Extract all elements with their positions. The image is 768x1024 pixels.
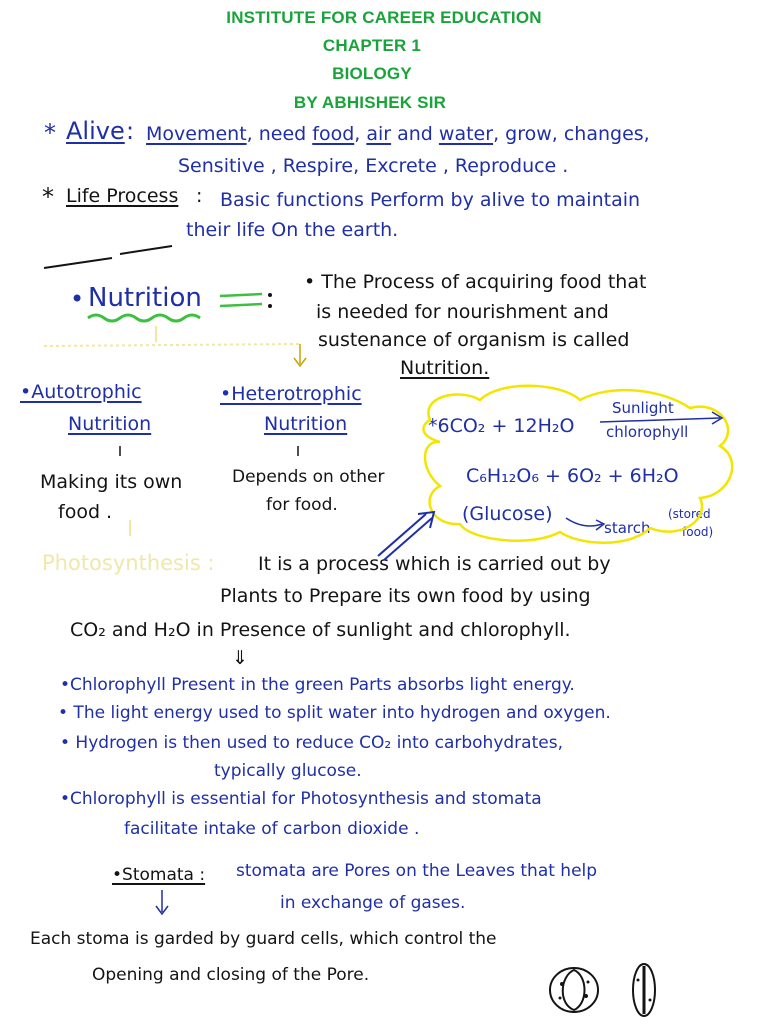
photosynthesis-arrow: ⇓ bbox=[232, 647, 248, 669]
alive-word-food: food bbox=[312, 123, 355, 145]
equation-starch: starch bbox=[604, 519, 651, 537]
nutrition-def-1: • The Process of acquiring food that bbox=[304, 271, 647, 293]
alive-comma: , bbox=[354, 123, 361, 145]
header-line-3: BIOLOGY bbox=[332, 64, 412, 83]
point-3: • Hydrogen is then used to reduce CO₂ into carbohydrates, bbox=[60, 733, 563, 753]
point-3-cont: typically glucose. bbox=[214, 761, 362, 781]
alive-word-air: air bbox=[366, 123, 392, 145]
pointer-arrow bbox=[384, 518, 432, 560]
nutrition-dot-2 bbox=[268, 304, 272, 308]
life-process-line-2: their life On the earth. bbox=[186, 219, 399, 241]
stomata-term: •Stomata : bbox=[112, 865, 206, 885]
header-line-1: INSTITUTE FOR CAREER EDUCATION bbox=[226, 8, 542, 27]
autotrophic-title-1: •Autotrophic bbox=[20, 381, 142, 403]
point-4-cont: facilitate intake of carbon dioxide . bbox=[124, 819, 420, 839]
equation-below-arrow: chlorophyll bbox=[606, 423, 689, 441]
equation-cloud bbox=[423, 386, 732, 543]
autotrophic-title-2: Nutrition bbox=[68, 413, 152, 435]
point-4: •Chlorophyll is essential for Photosynthesis and stomata bbox=[60, 789, 542, 809]
alive-bullet: * bbox=[44, 119, 56, 147]
stoma-open-drawing bbox=[550, 968, 598, 1012]
alive-word-and: and bbox=[397, 123, 433, 145]
alive-sep: : bbox=[126, 117, 135, 145]
reaction-arrow bbox=[600, 418, 720, 422]
photosynthesis-term: Photosynthesis : bbox=[42, 551, 215, 575]
point-2: • The light energy used to split water into hydrogen and oxygen. bbox=[58, 703, 611, 723]
header-line-4: BY ABHISHEK SIR bbox=[293, 93, 447, 112]
photosynthesis-line-3: CO₂ and H₂O in Presence of sunlight and chlorophyll. bbox=[70, 619, 571, 641]
branch-horizontal bbox=[44, 344, 300, 346]
alive-word-rest: , grow, changes, bbox=[493, 123, 650, 145]
heterotrophic-title-2: Nutrition bbox=[264, 413, 348, 435]
equation-stored-1: (stored bbox=[668, 507, 711, 521]
equation-reactants: *6CO₂ + 12H₂O bbox=[428, 415, 575, 437]
autotrophic-desc-1: Making its own bbox=[40, 471, 183, 493]
life-process-term: Life Process bbox=[66, 185, 179, 207]
heterotrophic-desc-1: Depends on other bbox=[232, 467, 385, 487]
life-process-sep: : bbox=[196, 185, 203, 207]
alive-term: Alive bbox=[66, 117, 125, 145]
stroke-line-2 bbox=[120, 246, 172, 254]
equation-glucose: (Glucose) bbox=[462, 503, 553, 525]
nutrition-term: Nutrition bbox=[88, 283, 202, 313]
photosynthesis-line-2: Plants to Prepare its own food by using bbox=[220, 585, 591, 607]
alive-line-2: Sensitive , Respire, Excrete , Reproduce . bbox=[178, 155, 569, 177]
stroke-line-1 bbox=[44, 258, 112, 268]
life-process-line-1: Basic functions Perform by alive to maintain bbox=[220, 189, 641, 211]
nutrition-mark-1 bbox=[220, 294, 262, 296]
equation-stored-2: food) bbox=[682, 525, 714, 539]
stomata-line-2: Opening and closing of the Pore. bbox=[92, 965, 370, 985]
photosynthesis-line-1: It is a process which is carried out by bbox=[258, 553, 611, 575]
nutrition-def-4: Nutrition. bbox=[400, 357, 490, 379]
heterotrophic-desc-2: for food. bbox=[266, 495, 338, 515]
alive-word-need: , need bbox=[246, 123, 307, 145]
heterotrophic-title-1: •Heterotrophic bbox=[220, 383, 362, 405]
nutrition-def-2: is needed for nourishment and bbox=[316, 301, 609, 323]
nutrition-dot-1 bbox=[268, 293, 272, 297]
equation-above-arrow: Sunlight bbox=[612, 399, 674, 417]
stomata-line-1: Each stoma is garded by guard cells, which control the bbox=[30, 929, 497, 949]
point-1: •Chlorophyll Present in the green Parts absorbs light energy. bbox=[60, 675, 575, 695]
nutrition-bullet: • bbox=[70, 285, 85, 313]
pointer-arrow-2 bbox=[378, 514, 426, 556]
equation-products: C₆H₁₂O₆ + 6O₂ + 6H₂O bbox=[466, 465, 679, 487]
stoma-closed-drawing bbox=[633, 964, 655, 1016]
nutrition-def-3: sustenance of organism is called bbox=[318, 329, 630, 351]
stomata-def-2: in exchange of gases. bbox=[280, 893, 466, 913]
stomata-def-1: stomata are Pores on the Leaves that help bbox=[236, 861, 598, 881]
header-line-2: CHAPTER 1 bbox=[322, 36, 422, 55]
nutrition-mark-2 bbox=[220, 304, 262, 306]
life-process-bullet: * bbox=[42, 183, 54, 211]
alive-word-movement: Movement bbox=[146, 123, 247, 145]
nutrition-green-wave bbox=[88, 315, 200, 321]
glucose-to-starch-arrow bbox=[566, 518, 602, 526]
alive-word-water: water bbox=[438, 123, 494, 145]
autotrophic-desc-2: food . bbox=[58, 501, 113, 523]
